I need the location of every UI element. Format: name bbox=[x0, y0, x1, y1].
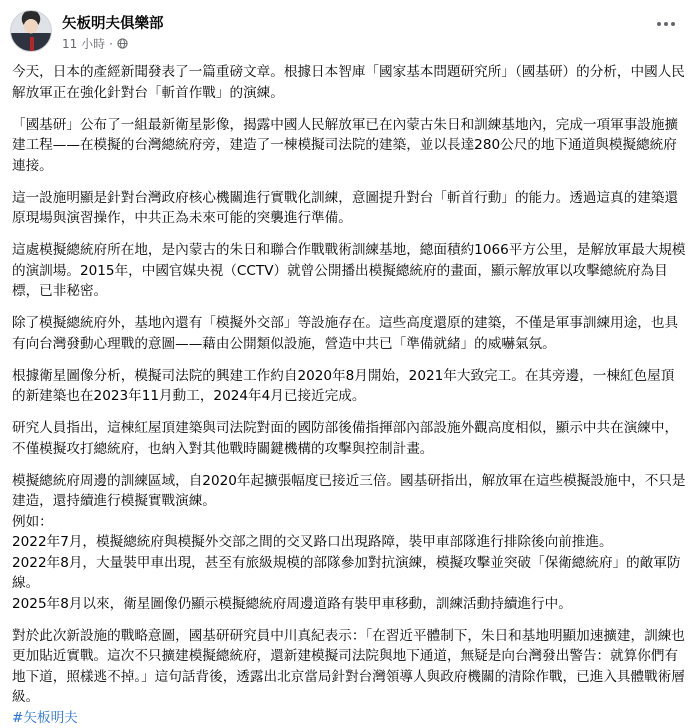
more-dot bbox=[671, 22, 675, 26]
hashtag-link[interactable]: #矢板明夫 bbox=[12, 708, 78, 728]
paragraph: 根據衛星圖像分析，模擬司法院的興建工作約自2020年8月開始，2021年大致完工。在其旁邊，一棟紅色屋頂的新建築也在2023年11月動工，2024年4月已接近完成。 bbox=[12, 366, 687, 407]
paragraph: 除了模擬總統府外，基地內還有「模擬外交部」等設施存在。這些高度還原的建築，不僅是軍事訓練用途，也具有向台灣發動心理戰的意圖——藉由公開類似設施，營造中共已「準備就緒」的威嚇氣氛。 bbox=[12, 313, 687, 354]
post-meta bbox=[62, 35, 128, 52]
author-name[interactable]: 矢板明夫俱樂部 bbox=[62, 12, 164, 33]
paragraph: 對於此次新設施的戰略意圖，國基研研究員中川真紀表示：「在習近平體制下，朱日和基地明顯加速擴建，訓練也更加貼近實戰。這次不只擴建模擬總統府，還新建模擬司法院與地下通道，無疑是向台灣發出警告：就算你們有地下道，照樣逃不掉。」這句話背後，透露出北京當局針對台灣領導人與政府機關的清除作戰，已進入具體戰術層級。 bbox=[12, 626, 687, 708]
paragraph-line: 2025年8月以來，衛星圖像仍顯示模擬總統府周邊道路有裝甲車移動，訓練活動持續進行中。 bbox=[12, 594, 687, 615]
post-header bbox=[10, 10, 680, 54]
paragraph: 「國基研」公布了一組最新衛星影像，揭露中國人民解放軍已在內蒙古朱日和訓練基地內，完成一項軍事設施擴建工程——在模擬的台灣總統府旁，建造了一棟模擬司法院的建築，並以長達280公尺的地下通道與模擬總統府連接。 bbox=[12, 115, 687, 177]
paragraph-line: 2022年7月，模擬總統府與模擬外交部之間的交叉路口出現路障，裝甲車部隊進行排除後向前推進。 bbox=[12, 532, 687, 553]
avatar[interactable] bbox=[10, 10, 52, 52]
paragraph: 這一設施明顯是針對台灣政府核心機關進行實戰化訓練，意圖提升對台「斬首行動」的能力。透過這真的建築還原現場與演習操作，中共正為未來可能的突襲進行準備。 bbox=[12, 188, 687, 229]
paragraph-line: 2022年8月，大量裝甲車出現，甚至有旅級規模的部隊參加對抗演練，模擬攻擊並突破「保衛總統府」的敵軍防線。 bbox=[12, 553, 687, 594]
avatar-tie-detail bbox=[30, 37, 34, 51]
paragraph: 模擬總統府周邊的訓練區域，自2020年起擴張幅度已接近三倍。國基研指出，解放軍在這些模擬設施中，不只是建造，還持續進行模擬實戰演練。 bbox=[12, 471, 687, 512]
paragraph: 研究人員指出，這棟紅屋頂建築與司法院對面的國防部後備指揮部內部設施外觀高度相似，顯示中共在演練中，不僅模擬攻打總統府，也納入對其他戰時關鍵機構的攻擊與控制計畫。 bbox=[12, 418, 687, 459]
more-dot bbox=[664, 22, 668, 26]
paragraph: 今天，日本的產經新聞發表了一篇重磅文章。根據日本智庫「國家基本問題研究所」（國基研）的分析，中國人民解放軍正在強化針對台「斬首作戰」的演練。 bbox=[12, 62, 687, 103]
paragraph-line: 例如： bbox=[12, 512, 687, 533]
post-body bbox=[12, 62, 687, 728]
globe-icon[interactable] bbox=[117, 38, 128, 49]
paragraph: 這處模擬總統府所在地，是內蒙古的朱日和聯合作戰戰術訓練基地，總面積約1066平方公里，是解放軍最大規模的演訓場。2015年，中國官媒央視（CCTV）就曾公開播出模擬總統府的畫面，顯示解放軍以攻擊總統府為目標，已非秘密。 bbox=[12, 240, 687, 302]
post-time[interactable]: 11 小時 bbox=[62, 35, 105, 52]
more-options-icon[interactable] bbox=[652, 14, 680, 34]
meta-dot: · bbox=[109, 37, 113, 51]
more-dot bbox=[657, 22, 661, 26]
